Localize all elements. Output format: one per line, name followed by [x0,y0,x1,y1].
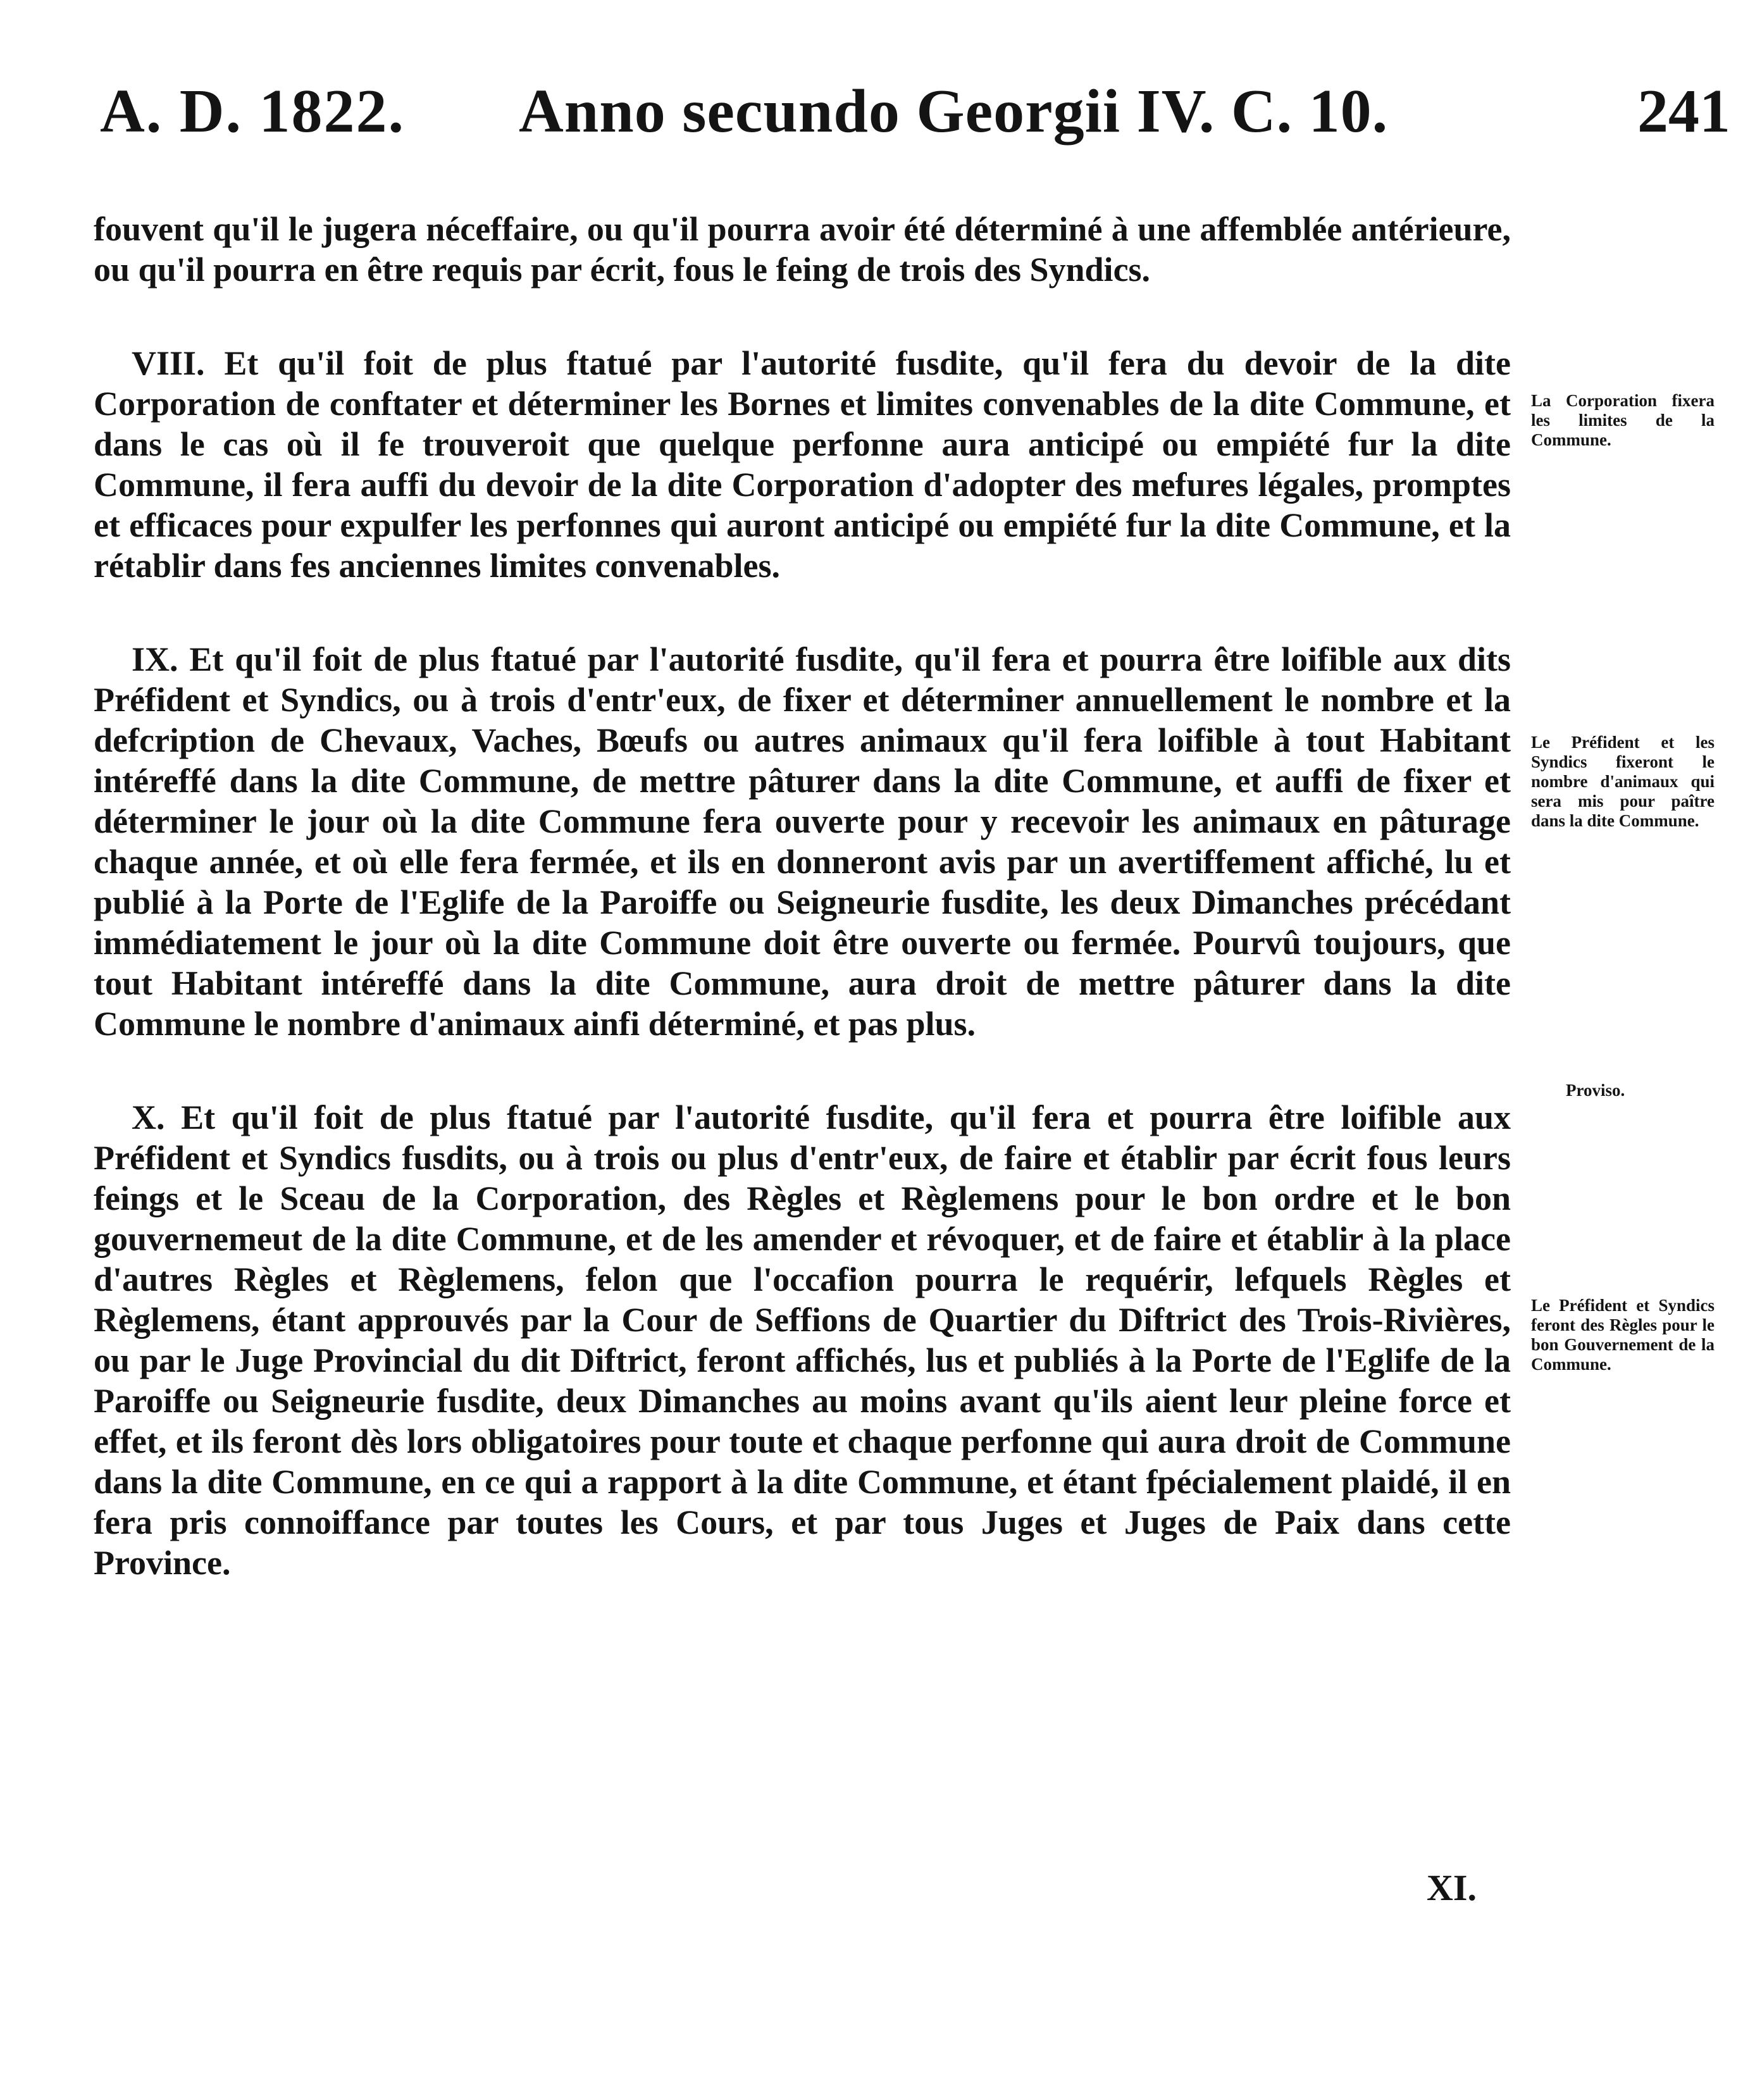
paragraph-section-x: X. Et qu'il foit de plus ftatué par l'autorité fusdite, qu'il fera et pourra être loifible aux Préfident et Syndics fusdits, ou à trois ou plus d'entr'eux, de faire et établir par écrit fous leurs feings et le Sceau de la Corporation, des Règles et Règlemens pour le bon ordre et le bon gouvernemeut de la dite Commune, et de les amender et révoquer, et de faire et établir à la place d'autres Règles et Règlemens, felon que l'occafion pourra le requérir, lefquels Règles et Règlemens, étant approuvés par la Cour de Seffions de Quartier du Diftrict des Trois-Rivières, ou par le Juge Provincial du dit Diftrict, feront affichés, lus et publiés à la Porte de l'Eglife de la Paroiffe ou Seigneurie fusdite, deux Dimanches au moins avant qu'ils aient leur pleine force et effet, et ils feront dès lors obligatoires pour toute et chaque perfonne qui aura droit de Commune dans la dite Commune, en ce qui a rapport à la dite Commune, et étant fpécialement plaidé, il en fera pris connoiffance par toutes les Cours, et par tous Juges et Juges de Paix dans cette Province. [94,1098,1511,1582]
header-year: A. D. 1822. [100,77,406,146]
marginal-note-limits: La Corporation fixera les limites de la Commune. [1531,391,1715,449]
marginal-note-proviso: Proviso. [1566,1081,1625,1100]
marginal-note-animals: Le Préfident et les Syndics fixeront le nombre d'animaux qui sera mis pour paître dans la dite Commune. [1531,733,1715,830]
paragraph-continuation: fouvent qu'il le jugera néceffaire, ou qu'il pourra avoir été déterminé à une affemblée antérieure, ou qu'il pourra en être requis par écrit, fous le feing de trois des Syndics. [94,210,1511,289]
catchword: XI. [1427,1867,1477,1908]
paragraph-section-ix: IX. Et qu'il foit de plus ftatué par l'autorité fusdite, qu'il fera et pourra être loifible aux dits Préfident et Syndics, ou à trois d'entr'eux, de fixer et déterminer annuellement le nombre et la defcription de Chevaux, Vaches, Bœufs ou autres animaux qu'il fera loifible à tout Habitant intéreffé dans la dite Commune, de mettre pâturer dans la dite Commune, et auffi de fixer et déterminer le jour où la dite Commune fera ouverte pour y recevoir les animaux en pâturage chaque année, et où elle fera fermée, et ils en donneront avis par un avertiffement affiché, lu et publié à la Porte de l'Eglife de la Paroiffe ou Seigneurie fusdite, les deux Dimanches précédant immédiatement le jour où la dite Commune doit être ouverte ou fermée. Pourvû toujours, que tout Habitant intéreffé dans la dite Commune, aura droit de mettre pâturer dans la dite Commune le nombre d'animaux ainfi déterminé, et pas plus. [94,640,1511,1043]
paragraph-section-viii: VIII. Et qu'il foit de plus ftatué par l'autorité fusdite, qu'il fera du devoir de la dite Corporation de conftater et déterminer les Bornes et limites convenables de la dite Commune, et dans le cas où il fe trouveroit que quelque perfonne aura anticipé ou empiété fur la dite Commune, il fera auffi du devoir de la dite Corporation d'adopter des mefures légales, promptes et efficaces pour expulfer les perfonnes qui auront anticipé ou empiété fur la dite Commune, et la rétablir dans fes anciennes limites convenables. [94,344,1511,585]
header-title: Anno secundo Georgii IV. C. 10. [519,77,1389,146]
body-text [94,209,1511,1583]
marginal-note-rules: Le Préfident et Syndics feront des Règles pour le bon Gouvernement de la Commune. [1531,1296,1715,1374]
running-header [0,76,1755,165]
page-number: 241 [1637,77,1730,146]
